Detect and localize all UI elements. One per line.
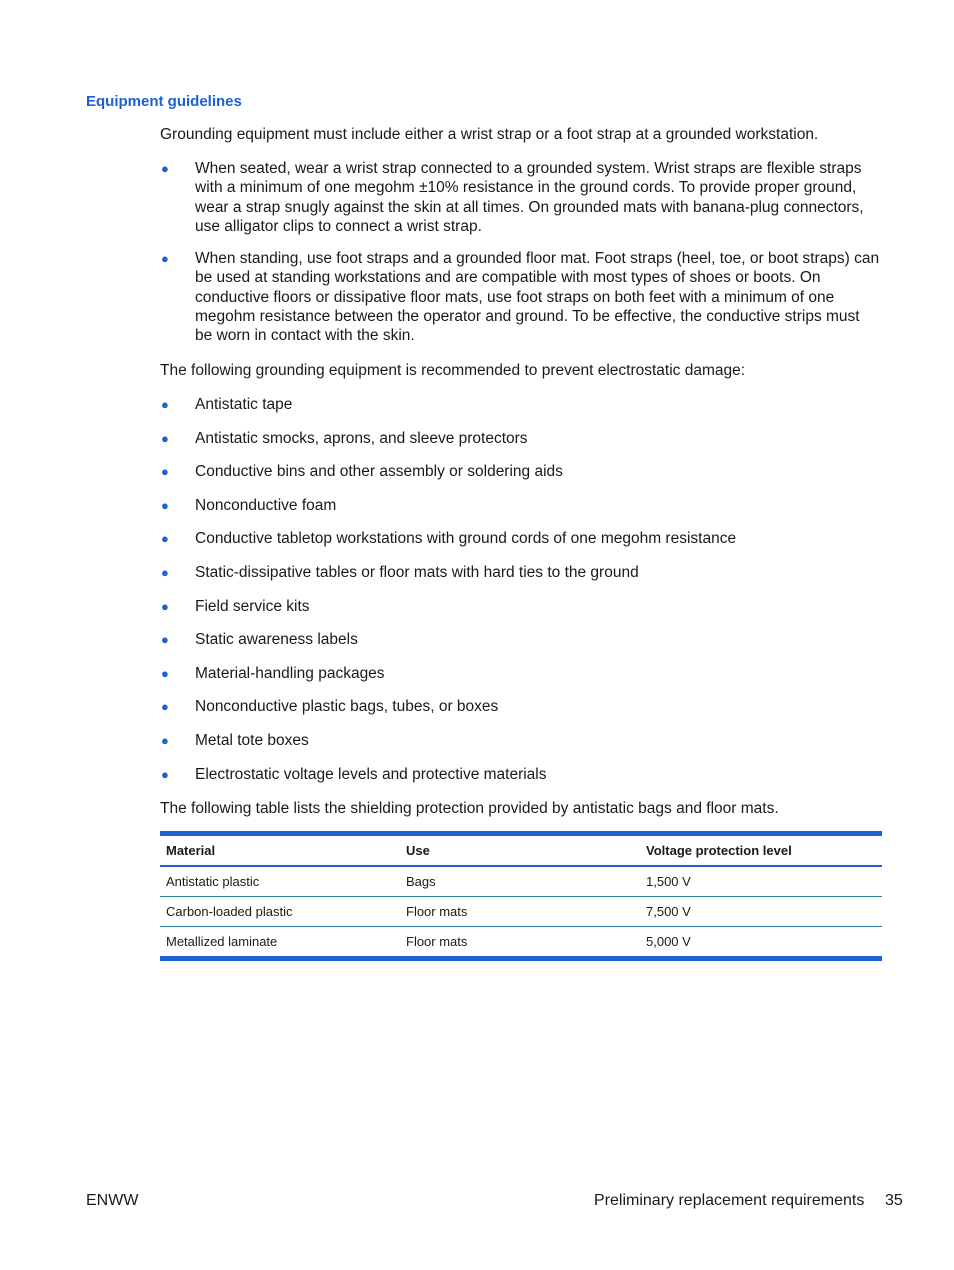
list-item-text: Conductive bins and other assembly or soldering aids [195, 463, 563, 481]
list-item [160, 529, 880, 548]
bullet-icon: ● [161, 598, 169, 614]
list-item [160, 664, 880, 683]
list-item-text: Antistatic smocks, aprons, and sleeve protectors [195, 429, 528, 447]
intro-paragraph: Grounding equipment must include either a wrist strap or a foot strap at a grounded workstation. [160, 126, 819, 143]
list-item [160, 697, 880, 716]
bullet-icon: ● [161, 161, 169, 176]
bullet-icon: ● [161, 732, 169, 748]
footer-left: ENWW [86, 1192, 139, 1209]
list-item [160, 429, 880, 448]
bullet-icon: ● [161, 251, 169, 267]
bullet-icon: ● [161, 531, 169, 547]
list-item-text: Static awareness labels [195, 631, 358, 649]
list-item [160, 462, 880, 481]
list-item [160, 249, 880, 345]
strap-bullet-list [160, 159, 880, 359]
list-item-text: Conductive tabletop workstations with ground cords of one megohm resistance [195, 530, 737, 548]
table-row [160, 897, 882, 927]
list-item-text: Field service kits [195, 597, 310, 615]
table-header-row [160, 834, 882, 867]
column-header-voltage: Voltage protection level [640, 834, 882, 867]
list-item-text: Material-handling packages [195, 664, 385, 682]
column-header-use: Use [400, 834, 640, 867]
list-item [160, 630, 880, 649]
list-item-text: When seated, wear a wrist strap connected to a grounded system. Wrist straps are flexible straps with a minimum of one megohm ±10% resistance in the ground cords. To provide proper ground, wear a strap snugly against the skin at all times. On grounded mats with banana-plug connectors, use alligator clips to connect a wrist strap. [195, 160, 864, 235]
list-item [160, 496, 880, 515]
bullet-icon: ● [161, 497, 169, 513]
list-item [160, 765, 880, 784]
table-cell: Metallized laminate [160, 927, 400, 959]
table-cell: 1,500 V [646, 874, 691, 889]
list-item [160, 597, 880, 616]
list-item-text: Static-dissipative tables or floor mats with hard ties to the ground [195, 563, 639, 581]
bullet-icon: ● [161, 766, 169, 782]
list-item-text: Electrostatic voltage levels and protective materials [195, 765, 547, 783]
table-cell: Bags [406, 874, 436, 889]
table-cell: 5,000 V [640, 927, 882, 959]
table-row [160, 866, 882, 897]
bullet-icon: ● [161, 632, 169, 648]
table-cell: Floor mats [400, 897, 640, 927]
column-header-material: Material [160, 834, 400, 867]
table-cell: 7,500 V [640, 897, 882, 927]
list-item [160, 395, 880, 414]
bullet-icon: ● [161, 397, 169, 412]
list-item-text: Nonconductive plastic bags, tubes, or boxes [195, 698, 499, 716]
bullet-icon: ● [161, 430, 169, 446]
bullet-icon: ● [161, 699, 169, 715]
equipment-list [160, 395, 880, 798]
section-heading: Equipment guidelines [86, 93, 242, 110]
bullet-icon: ● [161, 665, 169, 681]
table-cell: Carbon-loaded plastic [160, 897, 400, 927]
list-item [160, 731, 880, 750]
list-item [160, 159, 880, 236]
list-item-text: Nonconductive foam [195, 496, 337, 514]
table-row [160, 927, 882, 959]
list-item-text: When standing, use foot straps and a grounded floor mat. Foot straps (heel, toe, or boot straps) can be used at standing workstations and are compatible with most types of shoes or boots. On conductive floors or dissipative floor mats, use foot straps on both feet with a minimum of one megohm resistance between the operator and ground. To be effective, the conductive strips must be worn in contact with the skin. [195, 250, 880, 345]
table-intro: The following table lists the shielding protection provided by antistatic bags and floor mats. [160, 800, 779, 817]
bullet-icon: ● [161, 564, 169, 580]
footer-section-title: Preliminary replacement requirements [594, 1192, 865, 1209]
list-item [160, 563, 880, 582]
table-cell: Floor mats [400, 927, 640, 959]
list-item-text: Metal tote boxes [195, 731, 309, 749]
table-cell: Antistatic plastic [166, 874, 260, 889]
shielding-protection-table [160, 831, 882, 961]
page-number: 35 [885, 1192, 903, 1209]
recommended-intro: The following grounding equipment is recommended to prevent electrostatic damage: [160, 362, 746, 379]
bullet-icon: ● [161, 464, 169, 480]
list-item-text: Antistatic tape [195, 396, 293, 413]
